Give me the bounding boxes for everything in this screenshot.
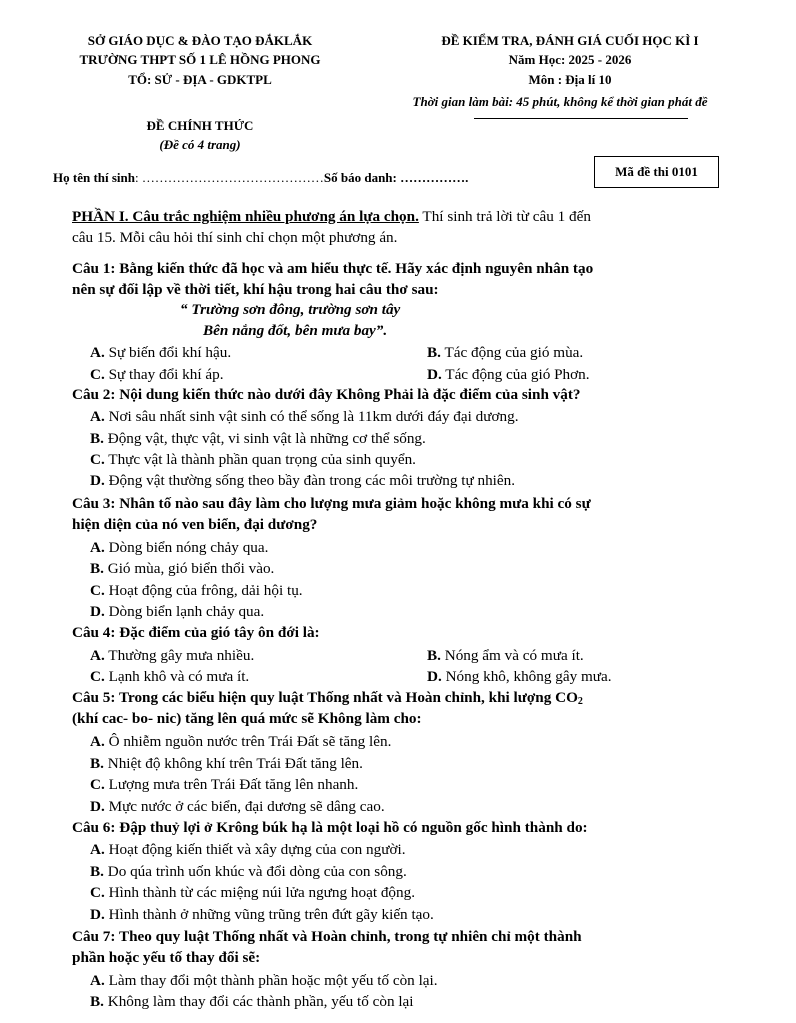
question-4-option-b[interactable]: B. Nóng ẩm và có mưa ít. [427, 647, 584, 664]
question-1-text-2: nên sự đối lập về thời tiết, khí hậu trong hai câu thơ sau: [72, 281, 439, 298]
question-1-poem-2: Bên nắng đốt, bên mưa bay”. [203, 322, 388, 339]
question-6-option-a[interactable]: A. Hoạt động kiến thiết và xây dựng của con người. [90, 841, 406, 858]
question-6-text: Câu 6: Đập thuỷ lợi ở Krông búk hạ là một loại hồ có nguồn gốc hình thành do: [72, 819, 588, 836]
question-4-text: Câu 4: Đặc điểm của gió tây ôn đới là: [72, 624, 320, 641]
question-1-option-d[interactable]: D. Tác động của gió Phơn. [427, 366, 590, 383]
question-2-option-d[interactable]: D. Động vật thường sống theo bầy đàn trong các môi trường tự nhiên. [90, 472, 516, 489]
question-3-option-c[interactable]: C. Hoạt động của frông, dải hội tụ. [90, 582, 303, 599]
student-name-label: Họ tên thí sinh [53, 170, 135, 185]
student-id-label: Số báo danh: ……………. [323, 170, 469, 185]
student-info [53, 170, 468, 186]
question-4-option-c[interactable]: C. Lạnh khô và có mưa ít. [90, 668, 250, 685]
department-name: SỞ GIÁO DỤC & ĐÀO TẠO ĐẮKLẮK [87, 33, 313, 48]
part1-intro: Thí sinh trả lời từ câu 1 đến [418, 208, 591, 225]
exam-title: ĐỀ KIỂM TRA, ĐÁNH GIÁ CUỐI HỌC KÌ I [441, 33, 699, 48]
question-7-option-a[interactable]: A. Làm thay đổi một thành phần hoặc một yếu tố còn lại. [90, 972, 438, 989]
question-1-option-c[interactable]: C. Sự thay đổi khí áp. [90, 366, 224, 383]
subject: Môn : Địa lí 10 [528, 72, 612, 87]
group-name: TỔ: SỬ - ĐỊA - GDKTPL [128, 72, 272, 87]
student-name-field: : …………………………………… [135, 170, 324, 185]
school-name: TRƯỜNG THPT SỐ 1 LÊ HỒNG PHONG [79, 52, 321, 67]
part1-title: PHẦN I. Câu trắc nghiệm nhiều phương án lựa chọn. [72, 208, 419, 225]
question-7-text-2: phần hoặc yếu tố thay đổi sẽ: [72, 949, 261, 966]
question-7-option-b[interactable]: B. Không làm thay đổi các thành phần, yếu tố còn lại [90, 993, 414, 1010]
question-2-option-c[interactable]: C. Thực vật là thành phần quan trọng của sinh quyển. [90, 451, 416, 468]
question-4-option-a[interactable]: A. Thường gây mưa nhiều. [90, 647, 255, 664]
exam-duration: Thời gian làm bài: 45 phút, không kể thời gian phát đề [412, 94, 708, 109]
part1-intro-line2: câu 15. Mỗi câu hỏi thí sinh chỉ chọn một phương án. [72, 229, 398, 246]
duration-underline [474, 118, 688, 119]
co2-subscript: 2 [577, 696, 583, 707]
question-3-text: Câu 3: Nhân tố nào sau đây làm cho lượng mưa giảm hoặc không mưa khi có sự [72, 495, 591, 512]
question-2-option-a[interactable]: A. Nơi sâu nhất sinh vật sinh có thể sống là 11km dưới đáy đại dương. [90, 408, 519, 425]
question-5-text: Câu 5: Trong các biểu hiện quy luật Thống nhất và Hoàn chỉnh, khi lượng $CO_2$ [72, 689, 583, 707]
part1-heading [72, 208, 591, 226]
question-3-option-a[interactable]: A. Dòng biển nóng chảy qua. [90, 539, 269, 556]
question-6-option-c[interactable]: C. Hình thành từ các miệng núi lửa ngưng hoạt động. [90, 884, 416, 901]
question-2-option-b[interactable]: B. Động vật, thực vật, vi sinh vật là những cơ thể sống. [90, 430, 426, 447]
question-4-option-d[interactable]: D. Nóng khô, không gây mưa. [427, 668, 612, 685]
question-6-option-b[interactable]: B. Do qúa trình uốn khúc và đổi dòng của con sông. [90, 863, 407, 880]
question-7-text: Câu 7: Theo quy luật Thống nhất và Hoàn chỉnh, trong tự nhiên chỉ một thành [72, 928, 582, 945]
question-5-option-a[interactable]: A. Ô nhiễm nguồn nước trên Trái Đất sẽ tăng lên. [90, 733, 392, 750]
question-5-option-d[interactable]: D. Mực nước ở các biển, đại dương sẽ dâng cao. [90, 798, 385, 815]
question-1-option-a[interactable]: A. Sự biến đổi khí hậu. [90, 344, 232, 361]
question-5-option-b[interactable]: B. Nhiệt độ không khí trên Trái Đất tăng lên. [90, 755, 363, 772]
school-year: Năm Học: 2025 - 2026 [508, 52, 632, 67]
question-3-option-b[interactable]: B. Gió mùa, gió biển thổi vào. [90, 560, 275, 577]
exam-code: Mã đề thi 0101 [615, 164, 698, 179]
official-label: ĐỀ CHÍNH THỨC [146, 118, 254, 133]
question-6-option-d[interactable]: D. Hình thành ở những vũng trũng trên đứt gãy kiến tạo. [90, 906, 434, 923]
question-2-text: Câu 2: Nội dung kiến thức nào dưới đây Không Phải là đặc điểm của sinh vật? [72, 386, 581, 403]
question-3-option-d[interactable]: D. Dòng biển lạnh chảy qua. [90, 603, 265, 620]
question-1-poem-1: “ Trường sơn đông, trường sơn tây [180, 301, 401, 318]
question-5-text-2: (khí cac- bo- nic) tăng lên quá mức sẽ Không làm cho: [72, 710, 422, 727]
question-5-option-c[interactable]: C. Lượng mưa trên Trái Đất tăng lên nhanh. [90, 776, 359, 793]
question-1-text: Câu 1: Bằng kiến thức đã học và am hiểu thực tế. Hãy xác định nguyên nhân tạo [72, 260, 594, 277]
page-count: (Đề có 4 trang) [159, 137, 241, 152]
question-1-option-b[interactable]: B. Tác động của gió mùa. [427, 344, 584, 361]
question-3-text-2: hiện diện của nó ven biển, đại dương? [72, 516, 318, 533]
